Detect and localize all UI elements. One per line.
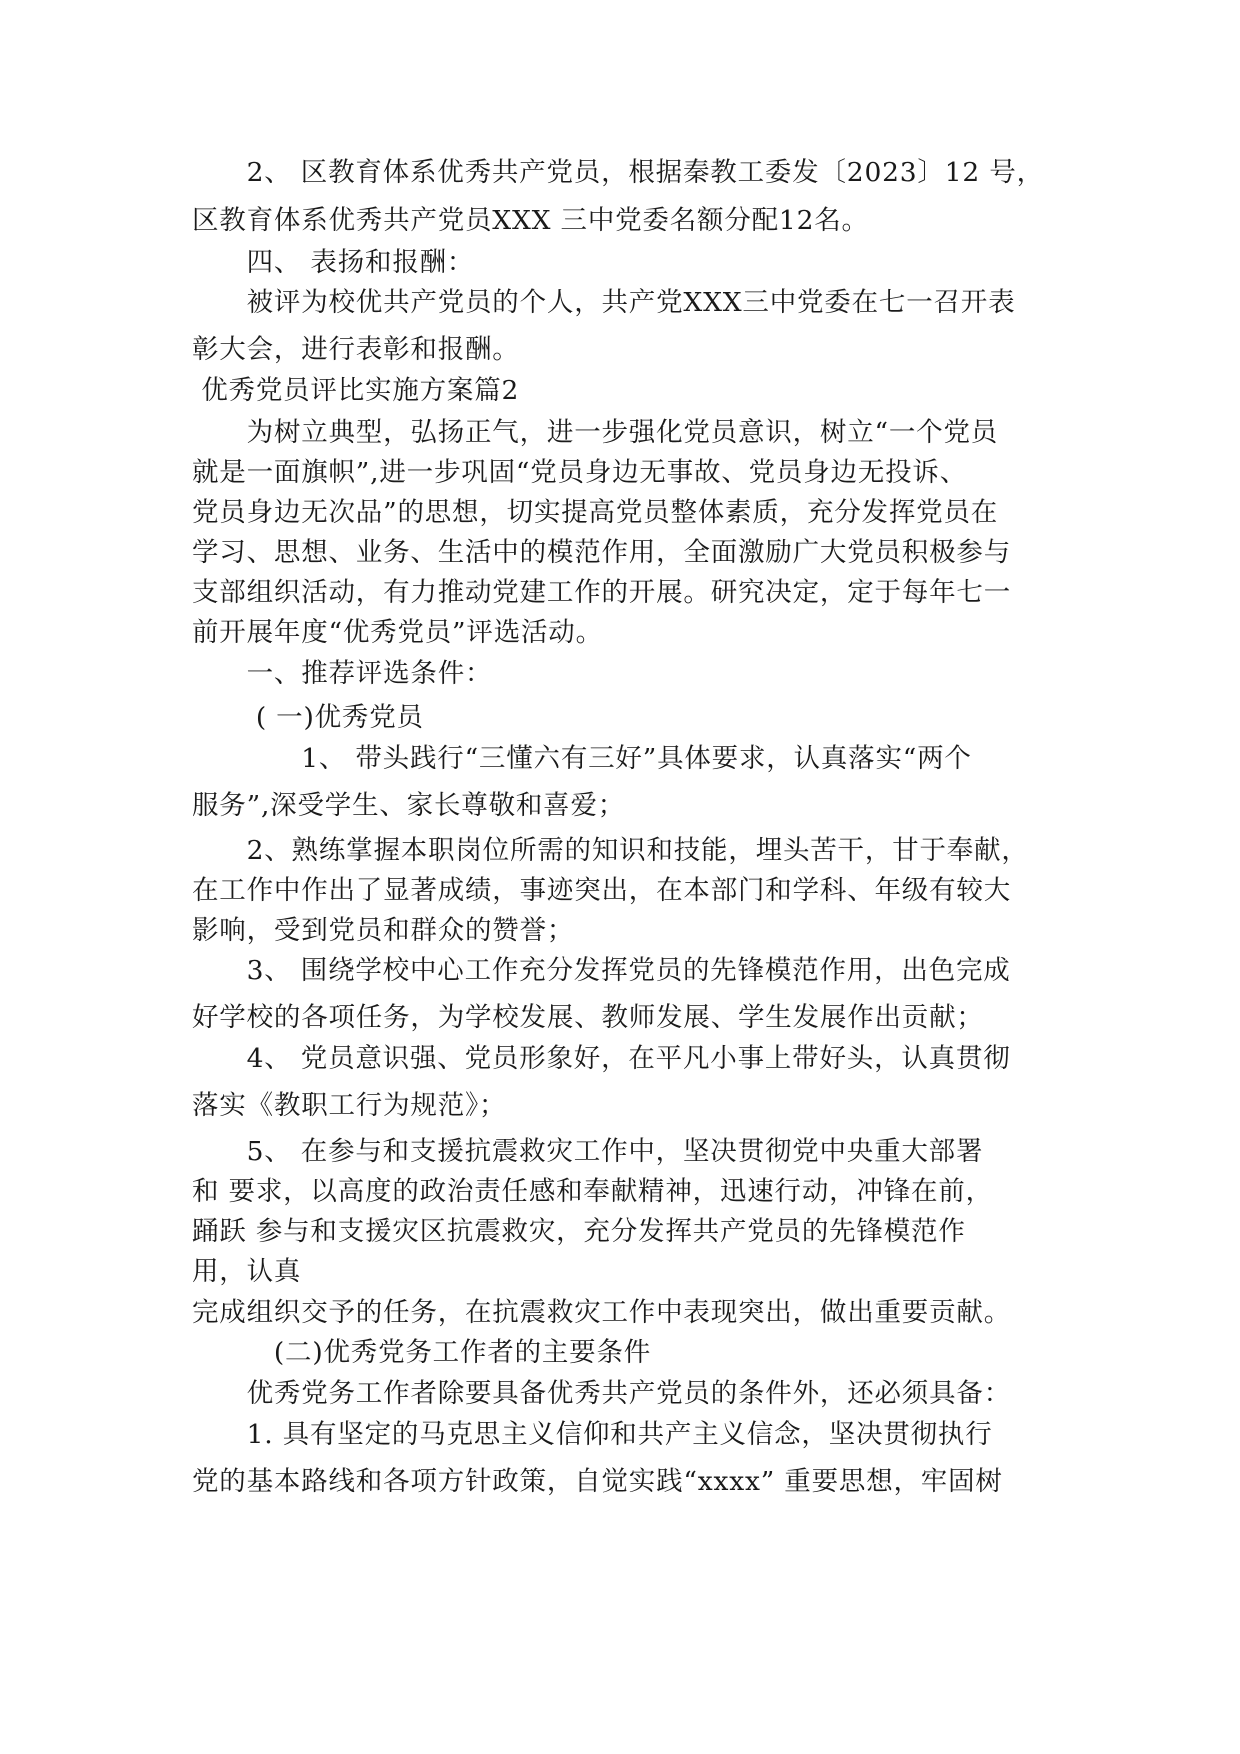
paragraph-line: 服务”,深受学生、家长尊敬和喜爱； xyxy=(192,790,626,821)
subsection-heading: ( 一)优秀党员 xyxy=(192,702,424,733)
paragraph-line: 用，认真 xyxy=(192,1256,302,1287)
list-item: 4、 党员意识强、党员形象好，在平凡小事上带好头，认真贯彻 xyxy=(192,1043,1011,1074)
list-item: 5、 在参与和支援抗震救灾工作中，坚决贯彻党中央重大部署 xyxy=(192,1136,984,1167)
paragraph-line: 为树立典型，弘扬正气，进一步强化党员意识，树立“一个党员 xyxy=(192,417,999,448)
paragraph-line: 踊跃 参与和支援灾区抗震救灾，充分发挥共产党员的先锋模范作 xyxy=(192,1216,966,1247)
paragraph-line: 落实《教职工行为规范》； xyxy=(192,1090,507,1121)
paragraph-line: 影响，受到党员和群众的赞誉； xyxy=(192,915,575,946)
list-item: 1、 带头践行“三懂六有三好”具体要求，认真落实“两个 xyxy=(192,743,972,774)
section-heading: 一、推荐评选条件： xyxy=(192,658,493,689)
paragraph-line: 好学校的各项任务，为学校发展、教师发展、学生发展作出贡献； xyxy=(192,1002,984,1033)
paragraph-line: 2、 区教育体系优秀共产党员，根据秦教工委发〔2023〕12 号， xyxy=(192,157,1044,188)
list-item: 2、熟练掌握本职岗位所需的知识和技能，埋头苦干，甘于奉献， xyxy=(192,835,1029,866)
paragraph-line: 前开展年度“优秀党员”评选活动。 xyxy=(192,617,603,648)
list-item: 3、 围绕学校中心工作充分发挥党员的先锋模范作用，出色完成 xyxy=(192,955,1011,986)
paragraph-line: 完成组织交予的任务，在抗震救灾工作中表现突出，做出重要贡献。 xyxy=(192,1297,1011,1328)
paragraph-line: 就是一面旗帜”,进一步巩固“党员身边无事故、党员身边无投诉、 xyxy=(192,457,968,488)
paragraph-line: 彰大会，进行表彰和报酬。 xyxy=(192,334,520,365)
paragraph-line: 党员身边无次品”的思想，切实提高党员整体素质，充分发挥党员在 xyxy=(192,497,999,528)
list-item: 1. 具有坚定的马克思主义信仰和共产主义信念，坚决贯彻执行 xyxy=(192,1419,993,1450)
document-title: 优秀党员评比实施方案篇2 xyxy=(192,375,520,406)
paragraph-line: 在工作中作出了显著成绩，事迹突出，在本部门和学科、年级有较大 xyxy=(192,875,1011,906)
section-heading: 四、 表扬和报酬： xyxy=(192,247,475,278)
subsection-heading: (二)优秀党务工作者的主要条件 xyxy=(192,1337,652,1368)
paragraph-line: 党的基本路线和各项方针政策，自觉实践“xxxx” 重要思想，牢固树 xyxy=(192,1466,1003,1497)
paragraph-line: 区教育体系优秀共产党员XXX 三中党委名额分配12名。 xyxy=(192,205,869,236)
paragraph-line: 支部组织活动，有力推动党建工作的开展。研究决定，定于每年七一 xyxy=(192,577,1011,608)
paragraph-line: 被评为校优共产党员的个人，共产党XXX三中党委在七一召开表 xyxy=(192,287,1016,318)
paragraph-line: 优秀党务工作者除要具备优秀共产党员的条件外，还必须具备： xyxy=(192,1378,1011,1409)
paragraph-line: 学习、思想、业务、生活中的模范作用，全面激励广大党员积极参与 xyxy=(192,537,1011,568)
paragraph-line: 和 要求，以高度的政治责任感和奉献精神，迅速行动，冲锋在前， xyxy=(192,1176,993,1207)
